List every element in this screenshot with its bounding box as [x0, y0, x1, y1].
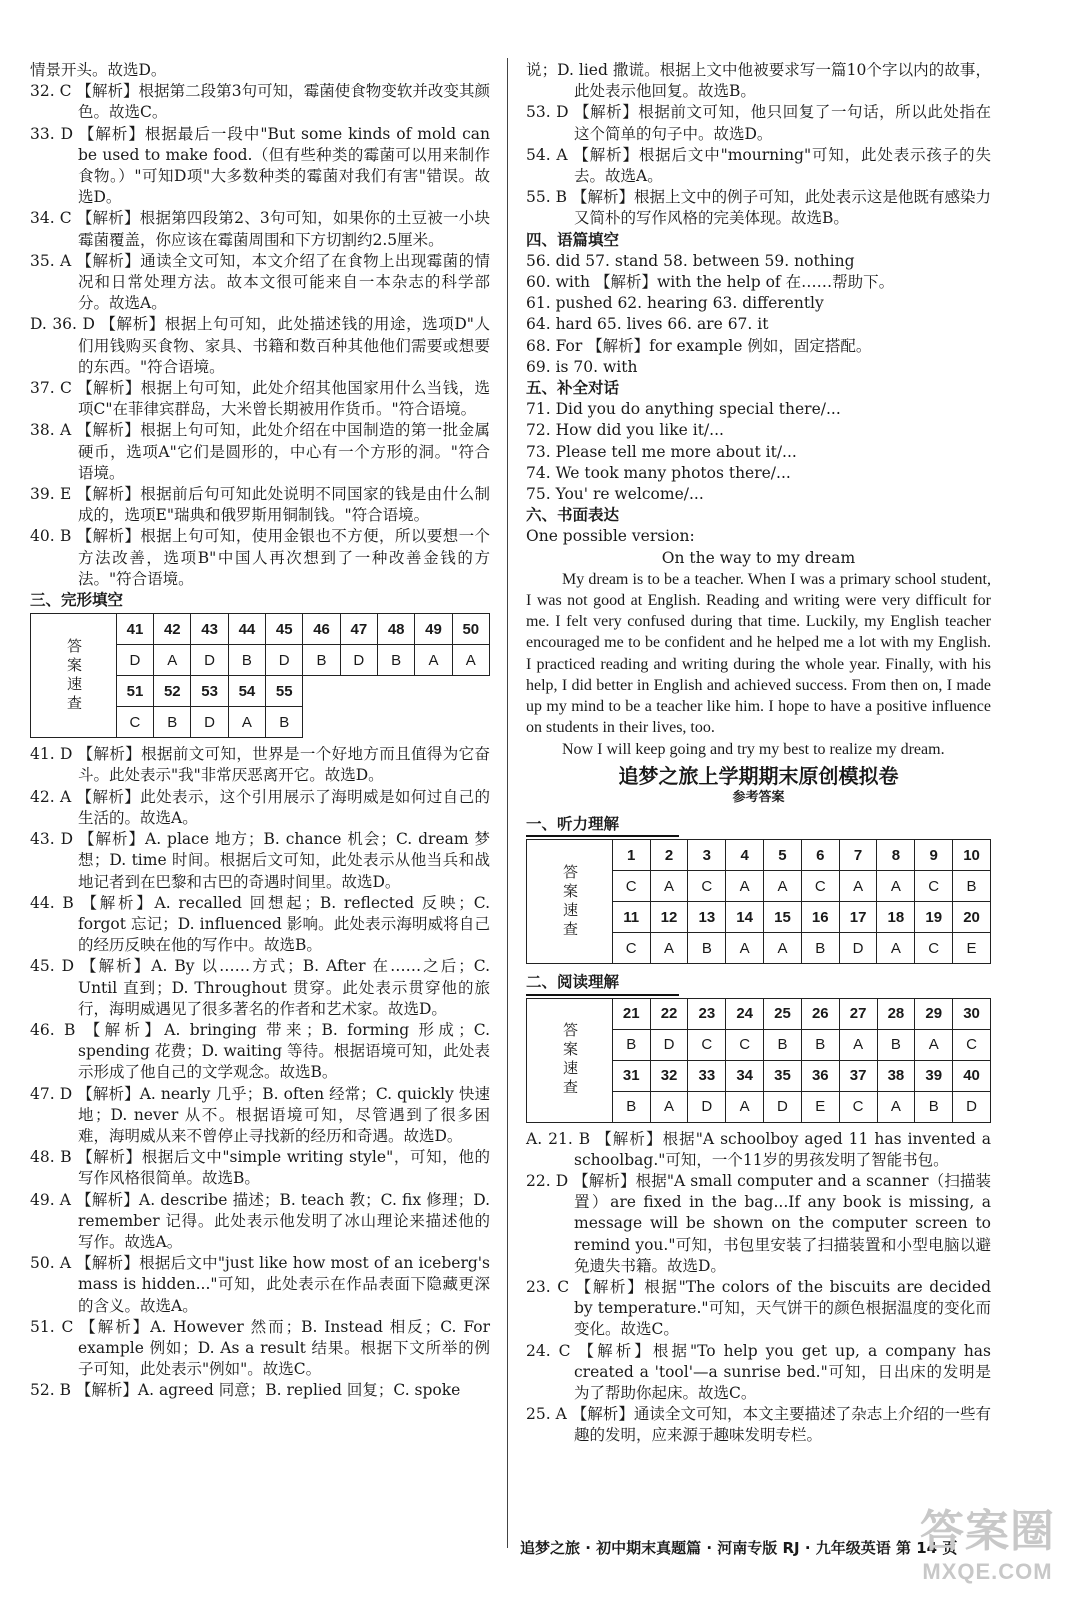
dialog-answers [526, 399, 991, 505]
question-number: 10 [953, 840, 991, 871]
answer-cell: B [266, 707, 303, 738]
question-number: 46 [303, 614, 340, 645]
answer-item: 33. D 【解析】根据最后一段中"But some kinds of mold can be used to make food.（但有些种类的霉菌可以用来制作食物。）"可知D项"大多数种类的霉菌对我们有害"错误。故选D。 [30, 124, 490, 207]
answer-cell: B [612, 1029, 650, 1060]
empty-cell [452, 707, 489, 738]
answer-item: 69. is 70. with [526, 357, 638, 376]
section-fill-title: 四、语篇填空 [526, 231, 620, 249]
right-column [526, 60, 991, 1447]
answer-item: 74. We took many photos there/... [526, 463, 791, 482]
answer-item: 60. with 【解析】with the help of 在……帮助下。 [526, 273, 895, 292]
answer-cell: B [953, 871, 991, 902]
answer-item: 22. D 【解析】根据"A small computer and a scanner（扫描装置）are fixed in the bag...If any book is missing, a message will be shown on the computer screen to remind you."可知，书包里安装了扫描装置和小型电脑以避免遗失书籍。故选D。 [526, 1171, 991, 1275]
answer-item: 24. C 【解析】根据"To help you get up, a company has created a 'tool'—a sunrise bed."可知，日出床的发明是为了帮助你起床。故选C。 [526, 1341, 991, 1402]
empty-cell [415, 676, 452, 707]
question-number: 37 [839, 1060, 877, 1091]
answer-cell: D [953, 1091, 991, 1122]
answer-item: 46. B 【解析】A. bringing 带来；B. forming 形成；C. spending 花费；D. waiting 等待。根据语境可知，此处表示形成了他自己的文学观念。故选B。 [30, 1020, 490, 1082]
answer-cell: A [877, 871, 915, 902]
answer-cell: A [452, 645, 489, 676]
answer-item: 53. D 【解析】根据前文可知，他只回复了一句话，所以此处指在这个简单的句子中。故选D。 [526, 103, 991, 143]
question-number: 4 [726, 840, 764, 871]
answer-item: 42. A 【解析】此处表示，这个引用展示了海明威是如何过自己的生活的。故选A。 [30, 787, 490, 827]
question-number: 31 [612, 1060, 650, 1091]
answer-cell: C [688, 1029, 726, 1060]
answer-cell: A [726, 933, 764, 964]
question-number: 22 [650, 998, 688, 1029]
empty-cell [378, 707, 415, 738]
answer-label: 答案速查 [527, 998, 613, 1122]
question-number: 11 [612, 902, 650, 933]
answer-cell: B [764, 1029, 802, 1060]
answer-cell: C [612, 871, 650, 902]
empty-cell [415, 707, 452, 738]
question-number: 26 [801, 998, 839, 1029]
answer-cell: D [266, 645, 303, 676]
question-number: 24 [726, 998, 764, 1029]
answer-explanations-3 [526, 60, 991, 230]
answer-cell: C [953, 1029, 991, 1060]
answer-cell: B [303, 645, 340, 676]
answer-item: 45. D 【解析】A. By 以……方式；B. After 在……之后；C. Until 直到；D. Throughout 贯穿。此处表示贯穿他的旅行，海明威遇见了很多著名的作者和艺术家。故选D。 [30, 957, 490, 1018]
answer-cell: A [650, 871, 688, 902]
answer-explanations-1 [30, 60, 490, 590]
answer-item: 34. C 【解析】根据第四段第2、3句可知，如果你的土豆被一小块霉菌覆盖，你应该在霉菌周围和下方切割约2.5厘米。 [30, 209, 490, 249]
answer-cell: A [650, 933, 688, 964]
answer-label: 答案速查 [527, 840, 613, 964]
exam-subtitle: 参考答案 [732, 789, 785, 805]
watermark [920, 1507, 1055, 1592]
answer-cell: D [116, 645, 153, 676]
question-number: 9 [915, 840, 953, 871]
answer-cell: C [839, 1091, 877, 1122]
question-number: 28 [877, 998, 915, 1029]
question-number: 27 [839, 998, 877, 1029]
question-number: 43 [191, 614, 228, 645]
question-number: 32 [650, 1060, 688, 1091]
question-number: 36 [801, 1060, 839, 1091]
question-number: 8 [877, 840, 915, 871]
essay-paragraph-2: Now I will keep going and try my best to realize my dream. [562, 740, 945, 758]
question-number: 23 [688, 998, 726, 1029]
page-footer: 追梦之旅 · 初中期末真题篇 · 河南专版 RJ · 九年级英语 第 14 页 [520, 1539, 958, 1557]
question-number: 41 [116, 614, 153, 645]
question-number: 33 [688, 1060, 726, 1091]
answer-cell: C [688, 871, 726, 902]
question-number: 29 [915, 998, 953, 1029]
answer-item: 68. For 【解析】for example 例如，固定搭配。 [526, 336, 872, 355]
question-number: 14 [726, 902, 764, 933]
answer-item: 41. D 【解析】根据前文可知，世界是一个好地方而且值得为它奋斗。此处表示"我"非常厌恶离开它。故选D。 [30, 745, 490, 785]
answer-item: 38. A 【解析】根据上句可知，此处介绍在中国制造的第一批金属硬币，选项A"它们是圆形的，中心有一个方形的洞。"符合语境。 [30, 421, 490, 482]
answer-cell: A [877, 1091, 915, 1122]
answer-cell: B [688, 933, 726, 964]
answer-item: 52. B 【解析】A. agreed 同意；B. replied 回复；C. spoke [30, 1381, 461, 1400]
answer-cell: D [839, 933, 877, 964]
answer-cell: A [764, 933, 802, 964]
answer-cell: B [154, 707, 191, 738]
answer-item: 51. C 【解析】A. However 然而；B. Instead 相反；C. For example 例如；D. As a result 结果。根据下文所举的例子可知，此处表示"例如"。故选C。 [30, 1317, 490, 1379]
empty-cell [378, 676, 415, 707]
question-number: 21 [612, 998, 650, 1029]
answer-cell: D [764, 1091, 802, 1122]
essay-paragraph-1: My dream is to be a teacher. When I was a primary school student, I was not good at English. Reading and writing were very difficult for me. I felt very confused during that time. Luckily, my English teacher encouraged me to be confident and he helped me a lot with my English. I practiced reading and writing during the whole year. Finally, with his help, I did better in English and achieved success. From then on, I made up my mind to be a teacher like him. I hope to have a positive influence on students in their lives, too. [526, 570, 991, 737]
left-column [30, 60, 490, 1402]
answer-cell: C [915, 933, 953, 964]
question-number: 49 [415, 614, 452, 645]
answer-item: 64. hard 65. lives 66. are 67. it [526, 315, 769, 334]
fill-answers [526, 251, 991, 378]
answer-cell: C [116, 707, 153, 738]
answer-cell: C [915, 871, 953, 902]
section-dialog-title: 五、补全对话 [526, 380, 620, 398]
empty-cell [303, 676, 340, 707]
question-number: 45 [266, 614, 303, 645]
answer-item: 55. B 【解析】根据上文中的例子可知，此处表示这是他既有感染力又简朴的写作风格的完美体现。故选B。 [526, 188, 991, 228]
exam-title: 追梦之旅上学期期末原创模拟卷 [618, 763, 899, 788]
essay-title: On the way to my dream [661, 548, 856, 567]
answer-cell: A [764, 871, 802, 902]
answer-cell: E [953, 933, 991, 964]
answer-cell: B [612, 1091, 650, 1122]
question-number: 2 [650, 840, 688, 871]
answer-item: 56. did 57. stand 58. between 59. nothing [526, 251, 855, 270]
question-number: 38 [877, 1060, 915, 1091]
question-number: 54 [228, 676, 265, 707]
question-number: 48 [378, 614, 415, 645]
answer-item: 61. pushed 62. hearing 63. differently [526, 294, 824, 313]
question-number: 42 [154, 614, 191, 645]
cloze-answer-table [30, 613, 490, 738]
answer-item: 43. D 【解析】A. place 地方；B. chance 机会；C. dream 梦想；D. time 时间。根据后文可知，此处表示从他当兵和战地记者到在巴黎和古巴的奇遇时间里。故选D。 [30, 830, 490, 891]
answer-item: 40. B 【解析】根据上句可知，使用金银也不方便，所以要想一个方法改善，选项B"中国人再次想到了一种改善金钱的方法。"符合语境。 [30, 527, 490, 588]
watermark-top: 答案圈 [920, 1507, 1055, 1556]
question-number: 1 [612, 840, 650, 871]
answer-cell: B [378, 645, 415, 676]
answer-item: 50. A 【解析】根据后文中"just like how most of an iceberg's mass is hidden..."可知，此处表示在作品表面下隐藏更深的含义。故选A。 [30, 1254, 490, 1315]
watermark-bottom: MXQE.COM [922, 1559, 1053, 1584]
answer-item: 35. A 【解析】通读全文可知，本文介绍了在食物上出现霉菌的情况和日常处理方法。故本文很可能来自一本杂志的科学部分。故选A。 [30, 251, 490, 313]
answer-item: 37. C 【解析】根据上句可知，此处介绍其他国家用什么当钱，选项C"在菲律宾群岛，大米曾长期被用作货币。"符合语境。 [30, 379, 490, 419]
answer-cell: A [154, 645, 191, 676]
reading-answer-table [526, 998, 991, 1123]
question-number: 3 [688, 840, 726, 871]
answer-cell: B [877, 1029, 915, 1060]
question-number: 34 [726, 1060, 764, 1091]
answer-item: 情景开头。故选D。 [30, 61, 167, 79]
answer-explanations-4 [526, 1129, 991, 1447]
answer-cell: A [726, 871, 764, 902]
answer-cell: A [877, 933, 915, 964]
essay-intro: One possible version: [526, 527, 695, 546]
answer-cell: D [688, 1091, 726, 1122]
answer-item: 73. Please tell me more about it/... [526, 442, 797, 461]
section-reading-title: 二、阅读理解 [526, 972, 679, 995]
question-number: 47 [340, 614, 377, 645]
listening-answer-table [526, 839, 991, 964]
answer-item: 44. B 【解析】A. recalled 回想起；B. reflected 反映；C. forgot 忘记；D. influenced 影响。此处表示海明威将自己的经历反映在他的写作中。故选B。 [30, 893, 490, 955]
answer-cell: A [415, 645, 452, 676]
answer-item: 32. C 【解析】根据第二段第3句可知，霉菌使食物变软并改变其颜色。故选C。 [30, 82, 490, 122]
answer-cell: D [191, 645, 228, 676]
answer-cell: A [839, 871, 877, 902]
empty-cell [303, 707, 340, 738]
question-number: 53 [191, 676, 228, 707]
question-number: 35 [764, 1060, 802, 1091]
question-number: 52 [154, 676, 191, 707]
answer-cell: A [228, 707, 265, 738]
answer-cell: A [915, 1029, 953, 1060]
question-number: 13 [688, 902, 726, 933]
answer-item: 47. D 【解析】A. nearly 几乎；B. often 经常；C. quickly 快速地；D. never 从不。根据语境可知，尽管遇到了很多困难，海明威从来不曾停止寻找新的经历和奇遇。故选D。 [30, 1084, 490, 1145]
section-listening-title: 一、听力理解 [526, 814, 679, 837]
answer-cell: B [801, 1029, 839, 1060]
question-number: 50 [452, 614, 489, 645]
answer-item: 23. C 【解析】根据"The colors of the biscuits are decided by temperature."可知，天气饼干的颜色根据温度的变化而变化。故选C。 [526, 1277, 991, 1339]
answer-item: 71. Did you do anything special there/... [526, 400, 841, 419]
question-number: 25 [764, 998, 802, 1029]
answer-cell: A [726, 1091, 764, 1122]
answer-cell: C [612, 933, 650, 964]
answer-cell: B [915, 1091, 953, 1122]
empty-cell [340, 676, 377, 707]
answer-explanations-2 [30, 744, 490, 1401]
question-number: 39 [915, 1060, 953, 1091]
question-number: 18 [877, 902, 915, 933]
section-cloze-title: 三、完形填空 [30, 592, 124, 610]
answer-cell: D [340, 645, 377, 676]
question-number: 30 [953, 998, 991, 1029]
answer-cell: C [726, 1029, 764, 1060]
answer-cell: C [801, 871, 839, 902]
answer-cell: B [228, 645, 265, 676]
answer-item: 说；D. lied 撒谎。根据上文中他被要求写一篇10个字以内的故事，此处表示他回复。故选B。 [526, 61, 991, 101]
question-number: 15 [764, 902, 802, 933]
answer-label: 答案速查 [31, 614, 117, 738]
question-number: 51 [116, 676, 153, 707]
answer-item: 49. A 【解析】A. describe 描述；B. teach 教；C. fix 修理；D. remember 记得。此处表示他发明了冰山理论来描述他的写作。故选A。 [30, 1190, 490, 1251]
answer-cell: D [191, 707, 228, 738]
answer-cell: B [801, 933, 839, 964]
answer-item: 25. A 【解析】通读全文可知，本文主要描述了杂志上介绍的一些有趣的发明，应来源于趣味发明专栏。 [526, 1405, 991, 1445]
answer-item: 48. B 【解析】根据后文中"simple writing style"，可知，他的写作风格很简单。故选B。 [30, 1148, 490, 1188]
answer-item: 39. E 【解析】根据前后句可知此处说明不同国家的钱是由什么制成的，选项E"瑞典和俄罗斯用铜制钱。"符合语境。 [30, 485, 490, 525]
section-writing-title: 六、书面表达 [526, 507, 620, 525]
empty-cell [340, 707, 377, 738]
question-number: 7 [839, 840, 877, 871]
question-number: 17 [839, 902, 877, 933]
answer-cell: D [650, 1029, 688, 1060]
question-number: 40 [953, 1060, 991, 1091]
question-number: 55 [266, 676, 303, 707]
answer-item: D. 36. D 【解析】根据上句可知，此处描述钱的用途，选项D"人们用钱购买食物、家具、书籍和数百种其他他们需要或想要的东西。"符合语境。 [30, 315, 490, 376]
answer-item: 72. How did you like it/... [526, 421, 724, 440]
question-number: 5 [764, 840, 802, 871]
empty-cell [452, 676, 489, 707]
answer-item: A. 21. B 【解析】根据"A schoolboy aged 11 has invented a schoolbag."可知，一个11岁的男孩发明了智能书包。 [526, 1129, 991, 1169]
answer-cell: A [650, 1091, 688, 1122]
question-number: 44 [228, 614, 265, 645]
answer-item: 75. You' re welcome/... [526, 485, 704, 504]
question-number: 16 [801, 902, 839, 933]
answer-item: 54. A 【解析】根据后文中"mourning"可知，此处表示孩子的失去。故选A。 [526, 145, 991, 186]
question-number: 6 [801, 840, 839, 871]
question-number: 12 [650, 902, 688, 933]
column-divider [507, 58, 508, 1548]
answer-cell: A [839, 1029, 877, 1060]
answer-cell: E [801, 1091, 839, 1122]
question-number: 20 [953, 902, 991, 933]
question-number: 19 [915, 902, 953, 933]
